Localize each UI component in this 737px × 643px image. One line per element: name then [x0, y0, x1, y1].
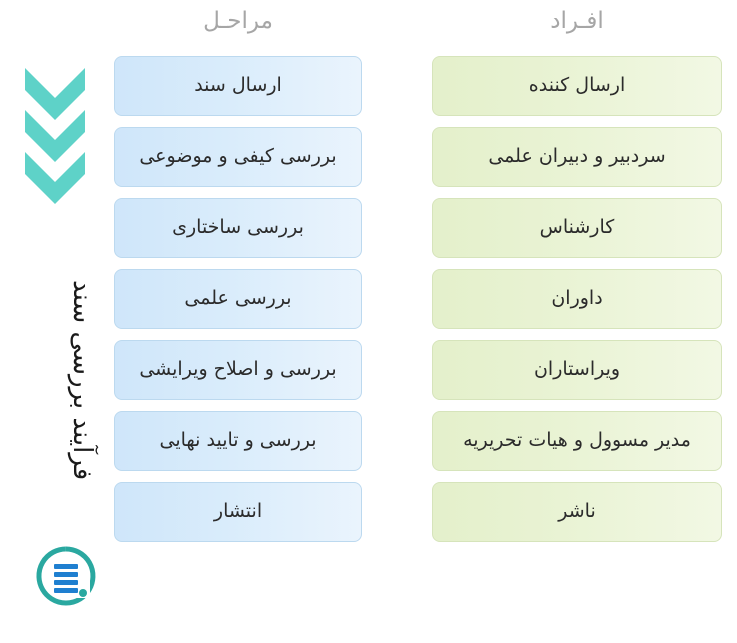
column-header-stages: مراحـل [203, 8, 273, 34]
column-people [432, 56, 722, 542]
person-box[interactable]: مدیر مسوول و هیات تحریریه [432, 411, 722, 471]
person-box[interactable]: ویراستاران [432, 340, 722, 400]
person-box[interactable]: کارشناس [432, 198, 722, 258]
stage-box[interactable]: بررسی علمی [114, 269, 362, 329]
stage-box[interactable]: انتشار [114, 482, 362, 542]
book-logo-icon [36, 546, 96, 606]
double-chevron-down-icon [21, 60, 97, 205]
stage-box[interactable]: ارسال سند [114, 56, 362, 116]
person-box[interactable]: ناشر [432, 482, 722, 542]
vertical-process-title: فرآیند بررسی سند [67, 279, 97, 481]
column-stages [114, 56, 362, 542]
stage-box[interactable]: بررسی و تایید نهایی [114, 411, 362, 471]
stage-box[interactable]: بررسی کیفی و موضوعی [114, 127, 362, 187]
person-box[interactable]: ارسال کننده [432, 56, 722, 116]
stage-box[interactable]: بررسی ساختاری [114, 198, 362, 258]
stage-box[interactable]: بررسی و اصلاح ویرایشی [114, 340, 362, 400]
person-box[interactable]: سردبیر و دبیران علمی [432, 127, 722, 187]
person-box[interactable]: داوران [432, 269, 722, 329]
column-header-people: افـراد [550, 8, 604, 34]
